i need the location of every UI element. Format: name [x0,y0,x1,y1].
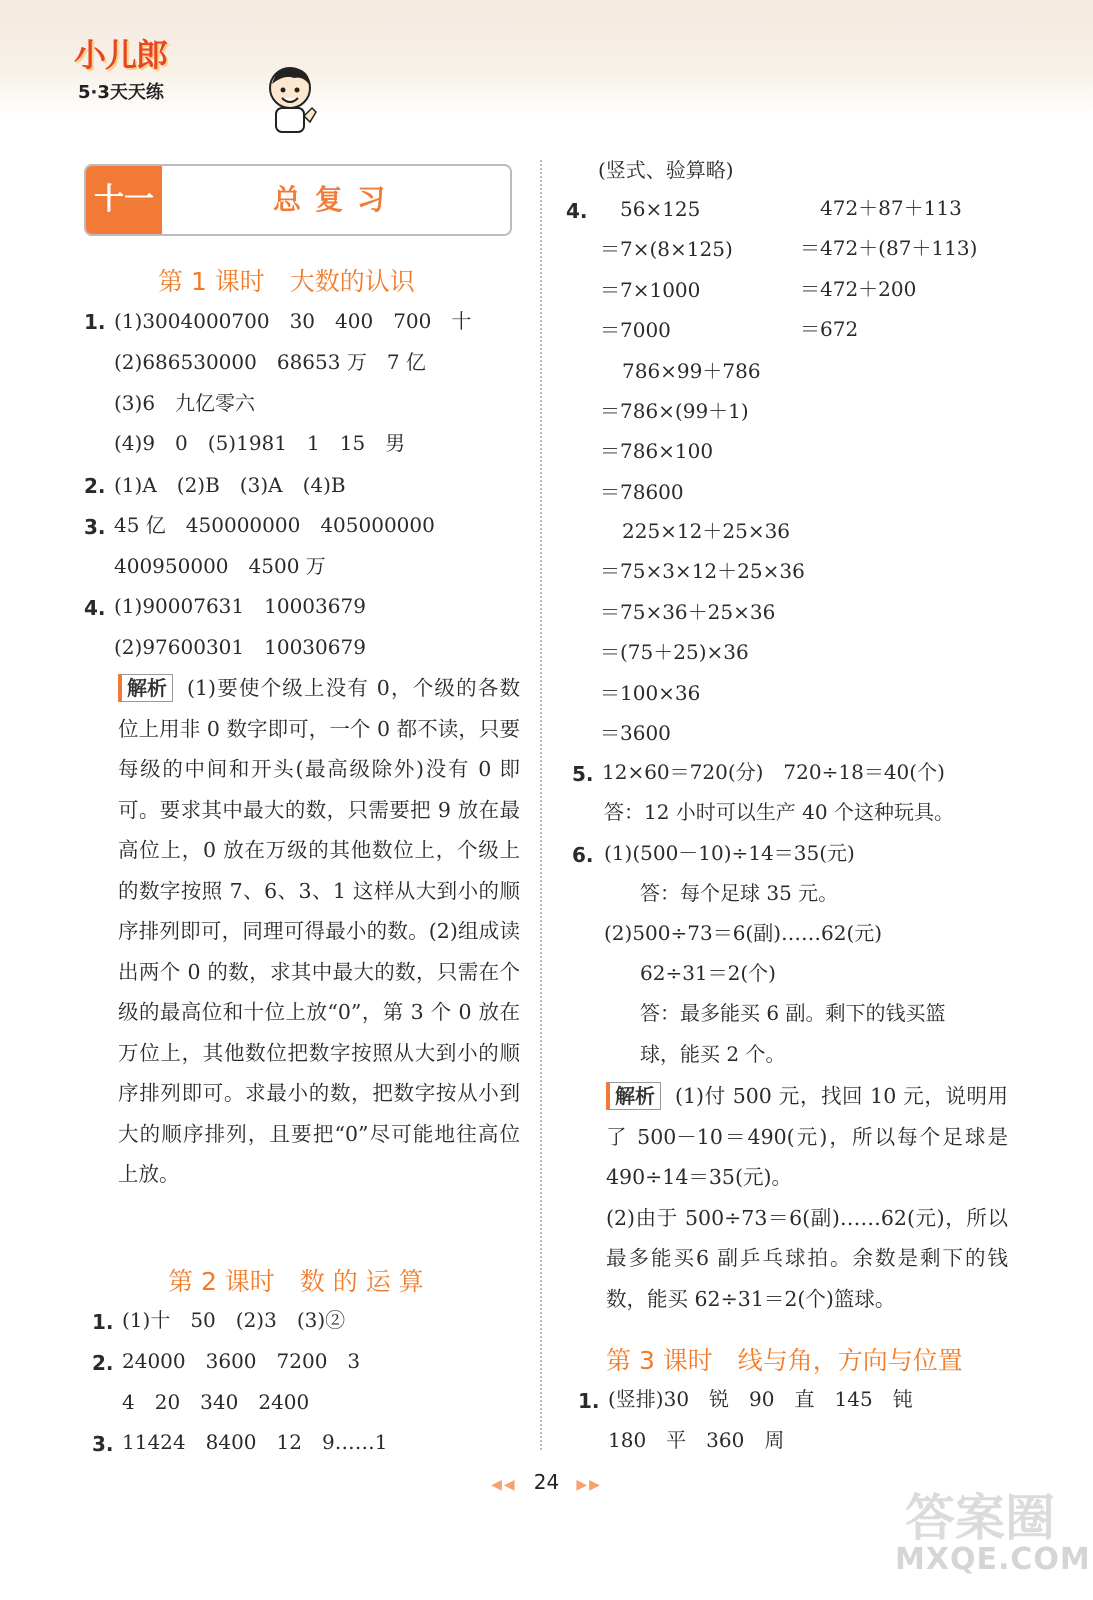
calc-line: ＝(75＋25)×36 [600,640,749,664]
brand-logo [74,30,249,110]
calc-line: ＝7×(8×125) [600,237,733,261]
answer-line: (3)6 九亿零六 [114,391,256,415]
calc-line: ＝472＋200 [800,277,917,301]
watermark [895,1478,1091,1588]
question-number: 2. [92,1351,114,1375]
chapter-banner [84,164,512,236]
answer-line: (竖排)30 锐 90 直 145 钝 [608,1387,913,1411]
question-number: 3. [92,1432,114,1456]
calc-line: ＝472＋(87＋113) [800,236,978,260]
answer-line: 62÷31＝2(个) [640,961,776,985]
answer-line: (1)3004000700 30 400 700 十 [114,309,472,333]
watermark-logo: 答案圈 [905,1489,1055,1547]
analysis-text: (2)由于 500÷73＝6(副)……62(元)，所以最多能买6 副乒乓球拍。余数是剩下的钱数，能买 62÷31＝2(个)篮球。 [606,1205,1008,1311]
answer-line: 11424 8400 12 9……1 [122,1430,388,1454]
question-number: 1. [92,1310,114,1334]
lesson-2-title: 第 2 课时 数 的 运 算 [168,1267,424,1296]
column-divider [540,160,542,1450]
question-number: 4. [84,596,106,620]
answer-line: 答：每个足球 35 元。 [640,881,839,905]
calc-line: 225×12＋25×36 [622,519,791,543]
calc-line: 56×125 [620,197,701,221]
answer-line: 400950000 4500 万 [114,554,326,578]
question-number: 1. [578,1389,600,1413]
analysis-text: (1)付 500 元，找回 10 元，说明用了 500－10＝490(元)，所以每个足球是 490÷14＝35(元)。 [606,1084,1008,1189]
question-number: 1. [84,310,106,334]
question-number: 6. [572,843,594,867]
answer-line: (4)9 0 (5)1981 1 15 男 [114,431,406,455]
answer-line: 12×60＝720(分) 720÷18＝40(个) [602,760,945,784]
calc-line: ＝672 [800,317,859,341]
answer-line: 180 平 360 周 [608,1428,785,1452]
answer-line: 球，能买 2 个。 [640,1042,786,1066]
mascot-icon [264,62,318,134]
calc-line: ＝100×36 [600,681,701,705]
prev-arrows-icon: ◀◀ [491,1477,517,1493]
calc-line: 472＋87＋113 [820,196,962,220]
question-number: 3. [84,515,106,539]
calc-line: ＝786×(99＋1) [600,399,749,423]
analysis-text: (1)要使个级上没有 0，个级的各数位上用非 0 数字即可，一个 0 都不读，只要每级的中间和开头(最高级除外)没有 0 即可。要求其中最大的数，只需要把 9 放在最高位上，0 放在万级的其他数位上，个级上的数字按照 7、6、3、1 这样从大到小的顺序排列即可，同理可得最小的数。(2)组成读出两个 0 的数，求其中最大的数，只需在个级的最高位和十位上放“0”，第 3 个 0 放在万位上，其他数位把数字按照从大到小的顺序排列即可。求最小的数，把数字按从小到大的顺序排列，且要把“0”尽可能地往高位上放。 [118,676,520,1186]
answer-line: 4 20 340 2400 [122,1390,310,1414]
answer-line: (2)500÷73＝6(副)……62(元) [604,921,883,945]
lesson-1-title: 第 1 课时 大数的认识 [158,267,415,296]
answer-line: (1)90007631 10003679 [114,594,366,618]
note-line: (竖式、验算略) [598,158,734,182]
chapter-title: 总复习 [272,183,399,216]
answer-line: (1)十 50 (2)3 (3)② [122,1308,346,1332]
chapter-number: 十一 [86,166,162,234]
answer-line: (2)97600301 10030679 [114,635,366,659]
analysis-tag: 解析 [606,1082,661,1110]
calc-line: 786×99＋786 [622,359,761,383]
calc-line: ＝75×3×12＋25×36 [600,559,805,583]
question-number: 2. [84,474,106,498]
analysis-block [606,1076,1008,1319]
watermark-url: MXQE.COM [895,1542,1091,1577]
calc-line: ＝78600 [600,480,684,504]
answer-line: 24000 3600 7200 3 [122,1349,361,1373]
brand-subtitle: 5·3天天练 [78,82,164,103]
answer-line: (1)A (2)B (3)A (4)B [114,473,346,497]
calc-line: ＝75×36＋25×36 [600,600,776,624]
analysis-tag: 解析 [118,674,173,702]
calc-line: ＝3600 [600,721,671,745]
answer-line: 45 亿 450000000 405000000 [114,513,435,537]
calc-line: ＝7000 [600,318,671,342]
lesson-3-title: 第 3 课时 线与角，方向与位置 [606,1346,963,1375]
calc-line: ＝786×100 [600,439,714,463]
analysis-block [118,668,520,1195]
question-number: 4. [566,199,588,223]
calc-line: ＝7×1000 [600,278,701,302]
brand-title: 小儿郎 [74,36,168,74]
answer-line: 答：12 小时可以生产 40 个这种玩具。 [604,800,954,824]
answer-line: (1)(500－10)÷14＝35(元) [604,841,855,865]
page-number: 24 [533,1470,560,1494]
question-number: 5. [572,762,594,786]
answer-line: 答：最多能买 6 副。剩下的钱买篮 [640,1001,946,1025]
answer-line: (2)686530000 68653 万 7 亿 [114,350,426,374]
next-arrows-icon: ▶▶ [576,1477,602,1493]
